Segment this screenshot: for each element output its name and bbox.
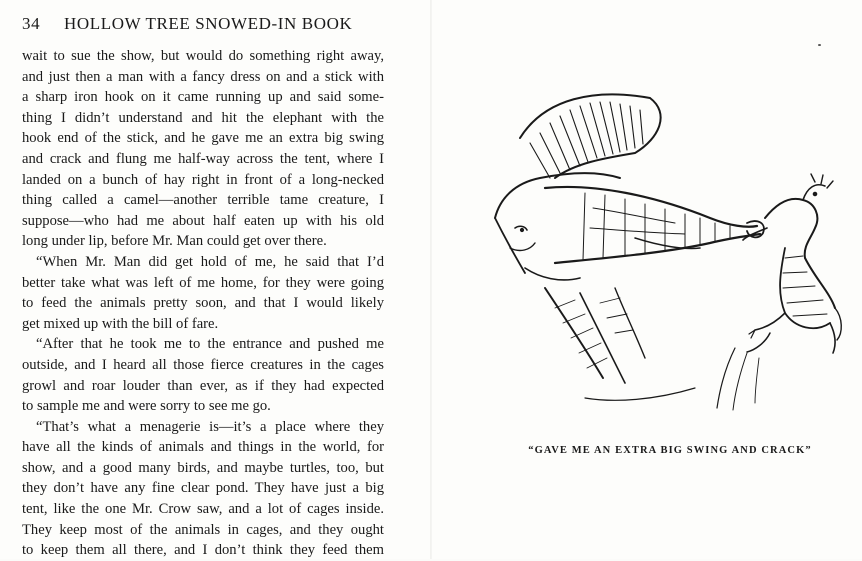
book-title: HOLLOW TREE SNOWED-IN BOOK — [64, 14, 353, 33]
running-head — [22, 14, 392, 38]
body-text — [22, 46, 384, 561]
text-line: and crack and flung me half-way across the tent, where I — [22, 150, 384, 167]
text-line: suppose—who had me about half eaten up with his old — [22, 212, 384, 229]
elephant-flinging-possum-illustration-icon — [485, 78, 845, 418]
text-line: “After that he took me to the entrance and pushed me — [36, 336, 384, 353]
text-line: thing I didn’t understand and hit the elephant with the — [22, 109, 384, 126]
text-line: show, and a good many birds, and maybe turtles, too, but — [22, 459, 384, 476]
text-line: wait to sue the show, but would do something right away, — [22, 48, 384, 64]
text-line: they don’t have any fine clear pond. They have just a big — [22, 480, 384, 497]
illustration-caption: “GAVE ME AN EXTRA BIG SWING AND CRACK” — [528, 445, 812, 456]
paper-speck — [818, 44, 821, 46]
text-line: better take what was left of me home, for they were going — [22, 274, 384, 291]
text-line: a sharp iron hook on it came running up and said some- — [22, 89, 384, 106]
text-line: “When Mr. Man did get hold of me, he said that I’d — [36, 253, 384, 270]
text-line: get mixed up with the bill of fare. — [22, 315, 219, 332]
text-line: hook end of the stick, and he gave me an extra big swing — [22, 130, 384, 147]
text-line: thing called a camel—another terrible tame creature, I — [22, 192, 384, 209]
text-line: have all the kinds of animals and things in the world, for — [22, 439, 384, 456]
text-line: tent, like the one Mr. Crow saw, and a lot of cages inside. — [22, 501, 384, 518]
left-page — [0, 0, 432, 559]
page-number: 34 — [22, 14, 41, 33]
text-line: landed on a bunch of hay right in front of a long-necked — [22, 171, 384, 188]
text-line: outside, and I heard all those fierce creatures in the cages — [22, 356, 384, 373]
text-line: They keep most of the animals in cages, and they ought — [22, 521, 384, 538]
text-line: and just then a man with a fancy dress on and a stick with — [22, 68, 384, 85]
text-line: to sample me and were sorry to see me go. — [22, 398, 271, 415]
elephant-illustration — [485, 78, 845, 418]
text-line: “That’s what a menagerie is—it’s a place where they — [36, 418, 384, 435]
text-line: to keep them all there, and I don’t think they feed them — [22, 542, 384, 559]
text-line: growl and roar louder than ever, as if they had expected — [22, 377, 384, 394]
text-line: to feed the animals pretty soon, and that I would likely — [22, 295, 384, 312]
text-line: long under lip, before Mr. Man could get over there. — [22, 233, 327, 250]
